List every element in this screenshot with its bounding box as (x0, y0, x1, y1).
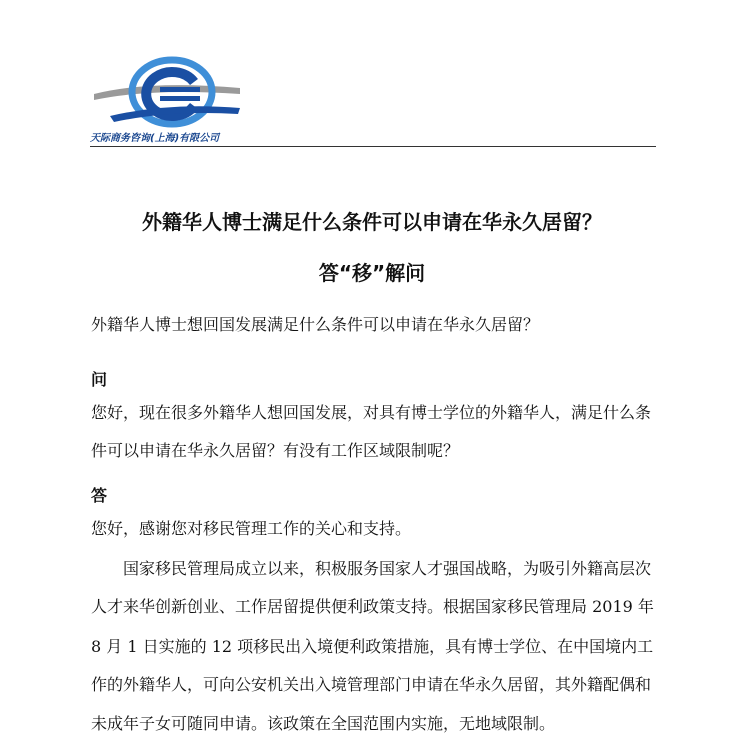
answer-line-3: 8 月 1 日实施的 12 项移民出入境便利政策措施，具有博士学位、在中国境内工 (91, 637, 654, 656)
answer-line-1: 国家移民管理局成立以来，积极服务国家人才强国战略，为吸引外籍高层次 (123, 559, 652, 578)
answer-line-4: 作的外籍华人，可向公安机关出入境管理部门申请在华永久居留，其外籍配偶和 (91, 675, 652, 694)
logo-emblem-icon (90, 54, 250, 134)
header-divider (90, 146, 656, 147)
intro-paragraph: 外籍华人博士想回国发展满足什么条件可以申请在华永久居留？ (91, 315, 540, 334)
question-line-2: 件可以申请在华永久居留？有没有工作区域限制呢？ (91, 441, 460, 460)
answer-line-2: 人才来华创新创业、工作居留提供便利政策支持。根据国家移民管理局 2019 年 (91, 597, 654, 616)
question-line-1: 您好，现在很多外籍华人想回国发展，对具有博士学位的外籍华人，满足什么条 (91, 403, 652, 422)
company-name: 天际商务咨询(上海)有限公司 (90, 133, 220, 144)
question-label: 问 (91, 370, 108, 389)
answer-label: 答 (91, 486, 108, 505)
answer-line-5: 未成年子女可随同申请。该政策在全国范围内实施，无地域限制。 (91, 714, 556, 733)
document-title: 外籍华人博士满足什么条件可以申请在华永久居留？ (142, 210, 602, 234)
document-subtitle: 答“移”解问 (318, 261, 426, 285)
answer-greeting: 您好，感谢您对移民管理工作的关心和支持。 (91, 519, 412, 538)
